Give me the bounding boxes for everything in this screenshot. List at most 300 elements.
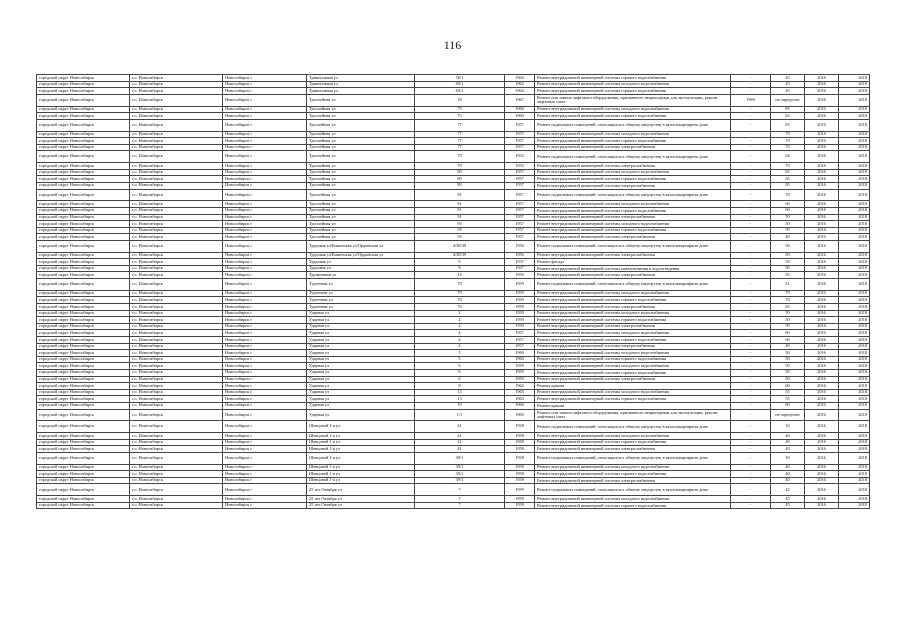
end-year-cell: 2018	[839, 144, 870, 151]
locality-cell: Новосибирск г	[223, 439, 307, 446]
start-year-cell: 2016	[805, 265, 839, 272]
settlement-cell: г.о. Новосибирск	[130, 409, 223, 421]
year-built-cell: 1958	[505, 446, 535, 453]
start-year-cell: 2016	[805, 227, 839, 234]
locality-cell: Новосибирск г	[223, 452, 307, 464]
lift-year-cell: -	[731, 106, 771, 113]
locality-cell: Новосибирск г	[223, 310, 307, 317]
wear-percent-cell: 60	[771, 337, 805, 344]
locality-cell: Новосибирск г	[223, 290, 307, 297]
wear-percent-cell: 50	[771, 323, 805, 330]
settlement-cell: г.о. Новосибирск	[130, 151, 223, 163]
street-cell: Ударная ул	[307, 343, 415, 350]
year-built-cell: 1959	[505, 484, 535, 496]
end-year-cell: 2018	[839, 259, 870, 266]
municipality-cell: городской округ Новосибирск	[37, 376, 130, 383]
end-year-cell: 2018	[839, 439, 870, 446]
table-row	[37, 464, 870, 471]
locality-cell: Новосибирск г	[223, 182, 307, 189]
work-type-cell: Ремонт внутридомовой инженерной системы холодного водоснабжения	[535, 201, 731, 208]
year-built-cell: 1958	[505, 477, 535, 484]
lift-year-cell: -	[731, 176, 771, 183]
year-built-cell: 1959	[505, 304, 535, 311]
street-cell: Трикотажная ул	[307, 75, 415, 82]
municipality-cell: городской округ Новосибирск	[37, 265, 130, 272]
wear-percent-cell: 40	[771, 464, 805, 471]
year-built-cell: 1959	[505, 363, 535, 370]
end-year-cell: 2018	[839, 323, 870, 330]
street-cell: Троллейная ул	[307, 201, 415, 208]
year-built-cell: 1967	[505, 94, 535, 106]
year-built-cell: 1963	[505, 396, 535, 403]
table-row	[37, 252, 870, 259]
municipality-cell: городской округ Новосибирск	[37, 131, 130, 138]
start-year-cell: 2016	[805, 304, 839, 311]
house-number-cell: 89	[415, 176, 505, 183]
settlement-cell: г.о. Новосибирск	[130, 317, 223, 324]
year-built-cell: 1958	[505, 439, 535, 446]
work-type-cell: Ремонт или замена лифтового оборудования, признанного непригодным для эксплуатации, ремонт лифтовых шахт	[535, 94, 731, 106]
wear-percent-cell: 50	[771, 356, 805, 363]
settlement-cell: г.о. Новосибирск	[130, 337, 223, 344]
house-number-cell: 77	[415, 144, 505, 151]
work-type-cell: Ремонт внутридомовой инженерной системы холодного водоснабжения	[535, 350, 731, 357]
wear-percent-cell: 65	[771, 182, 805, 189]
wear-percent-cell: 42	[771, 484, 805, 496]
lift-year-cell: -	[731, 138, 771, 145]
work-type-cell: Ремонт или замена лифтового оборудования, признанного непригодным для эксплуатации, ремонт лифтовых шахт	[535, 409, 731, 421]
table-row	[37, 350, 870, 357]
lift-year-cell: -	[731, 75, 771, 82]
end-year-cell: 2018	[839, 227, 870, 234]
locality-cell: Новосибирск г	[223, 376, 307, 383]
lift-year-cell: -	[731, 402, 771, 409]
municipality-cell: городской округ Новосибирск	[37, 151, 130, 163]
year-built-cell: 1962	[505, 88, 535, 95]
settlement-cell: г.о. Новосибирск	[130, 376, 223, 383]
year-built-cell: 1959	[505, 496, 535, 503]
lift-year-cell: -	[731, 389, 771, 396]
table-row	[37, 201, 870, 208]
table-row	[37, 446, 870, 453]
street-cell: Шевцовой 1-я ул	[307, 464, 415, 471]
street-cell: Ударная ул	[307, 369, 415, 376]
start-year-cell: 2016	[805, 396, 839, 403]
street-cell: Троллейная ул	[307, 94, 415, 106]
end-year-cell: 2018	[839, 496, 870, 503]
wear-percent-cell: 50	[771, 310, 805, 317]
work-type-cell: Ремонт внутридомовой инженерной системы горячего водоснабжения	[535, 138, 731, 145]
settlement-cell: г.о. Новосибирск	[130, 297, 223, 304]
work-type-cell: Ремонт фасада	[535, 259, 731, 266]
lift-year-cell: -	[731, 304, 771, 311]
locality-cell: Новосибирск г	[223, 337, 307, 344]
end-year-cell: 2018	[839, 471, 870, 478]
wear-percent-cell: 50	[771, 376, 805, 383]
year-built-cell: 1937	[505, 259, 535, 266]
table-row	[37, 131, 870, 138]
table-row	[37, 221, 870, 228]
start-year-cell: 2016	[805, 182, 839, 189]
start-year-cell: 2016	[805, 330, 839, 337]
year-built-cell: 1959	[505, 502, 535, 509]
house-number-cell: 5	[415, 356, 505, 363]
year-built-cell: 1956	[505, 252, 535, 259]
settlement-cell: г.о. Новосибирск	[130, 131, 223, 138]
municipality-cell: городской округ Новосибирск	[37, 452, 130, 464]
settlement-cell: г.о. Новосибирск	[130, 369, 223, 376]
end-year-cell: 2018	[839, 356, 870, 363]
house-number-cell: 93	[415, 234, 505, 241]
house-number-cell: 70	[415, 297, 505, 304]
street-cell: Ударная ул	[307, 409, 415, 421]
work-type-cell: Ремонт внутридомовой инженерной системы холодного водоснабжения	[535, 290, 731, 297]
end-year-cell: 2018	[839, 75, 870, 82]
start-year-cell: 2016	[805, 402, 839, 409]
end-year-cell: 2018	[839, 189, 870, 201]
municipality-cell: городской округ Новосибирск	[37, 279, 130, 291]
street-cell: Ударная ул	[307, 383, 415, 390]
locality-cell: Новосибирск г	[223, 88, 307, 95]
year-built-cell: 1960	[505, 356, 535, 363]
street-cell: Троллейная ул	[307, 227, 415, 234]
wear-percent-cell: 50	[771, 350, 805, 357]
lift-year-cell: -	[731, 484, 771, 496]
table-row	[37, 452, 870, 464]
table-row	[37, 484, 870, 496]
house-number-cell: 41	[415, 439, 505, 446]
end-year-cell: 2018	[839, 119, 870, 131]
settlement-cell: г.о. Новосибирск	[130, 252, 223, 259]
municipality-cell: городской округ Новосибирск	[37, 189, 130, 201]
year-built-cell: 1958	[505, 452, 535, 464]
end-year-cell: 2018	[839, 138, 870, 145]
locality-cell: Новосибирск г	[223, 389, 307, 396]
settlement-cell: г.о. Новосибирск	[130, 207, 223, 214]
house-number-cell: 93	[415, 227, 505, 234]
street-cell: Тружеников ул	[307, 272, 415, 279]
lift-year-cell: -	[731, 343, 771, 350]
lift-year-cell: -	[731, 350, 771, 357]
table-row	[37, 343, 870, 350]
locality-cell: Новосибирск г	[223, 227, 307, 234]
street-cell: Ударная ул	[307, 317, 415, 324]
work-type-cell: Ремонт внутридомовой инженерной системы электроснабжения	[535, 234, 731, 241]
end-year-cell: 2018	[839, 464, 870, 471]
house-number-cell: 2	[415, 310, 505, 317]
start-year-cell: 2016	[805, 201, 839, 208]
table-row	[37, 376, 870, 383]
street-cell: Ударная ул	[307, 356, 415, 363]
locality-cell: Новосибирск г	[223, 330, 307, 337]
settlement-cell: г.о. Новосибирск	[130, 138, 223, 145]
municipality-cell: городской округ Новосибирск	[37, 272, 130, 279]
work-type-cell: Ремонт внутридомовой инженерной системы холодного водоснабжения	[535, 106, 731, 113]
street-cell: Трудовая ул/Каменская ул/Ордынская ул	[307, 240, 415, 252]
start-year-cell: 2016	[805, 376, 839, 383]
lift-year-cell: -	[731, 337, 771, 344]
locality-cell: Новосибирск г	[223, 106, 307, 113]
year-built-cell: 1959	[505, 310, 535, 317]
settlement-cell: г.о. Новосибирск	[130, 106, 223, 113]
locality-cell: Новосибирск г	[223, 484, 307, 496]
table-row	[37, 138, 870, 145]
end-year-cell: 2018	[839, 113, 870, 120]
year-built-cell: 1957	[505, 343, 535, 350]
settlement-cell: г.о. Новосибирск	[130, 290, 223, 297]
settlement-cell: г.о. Новосибирск	[130, 363, 223, 370]
house-number-cell: 60/1	[415, 81, 505, 88]
lift-year-cell: -	[731, 272, 771, 279]
municipality-cell: городской округ Новосибирск	[37, 421, 130, 433]
end-year-cell: 2018	[839, 310, 870, 317]
year-built-cell: 1957	[505, 182, 535, 189]
year-built-cell: 1959	[505, 317, 535, 324]
locality-cell: Новосибирск г	[223, 279, 307, 291]
end-year-cell: 2018	[839, 402, 870, 409]
municipality-cell: городской округ Новосибирск	[37, 207, 130, 214]
table-row	[37, 88, 870, 95]
work-type-cell: Ремонт внутридомовой инженерной системы электроснабжения	[535, 182, 731, 189]
house-number-cell: 4	[415, 330, 505, 337]
table-row	[37, 477, 870, 484]
work-type-cell: Ремонт внутридомовой инженерной системы горячего водоснабжения	[535, 471, 731, 478]
table-row	[37, 337, 870, 344]
wear-percent-cell: 50	[771, 252, 805, 259]
house-number-cell: 77	[415, 131, 505, 138]
house-number-cell: 91	[415, 207, 505, 214]
lift-year-cell: -	[731, 163, 771, 170]
locality-cell: Новосибирск г	[223, 113, 307, 120]
wear-percent-cell: 50	[771, 214, 805, 221]
municipality-cell: городской округ Новосибирск	[37, 290, 130, 297]
locality-cell: Новосибирск г	[223, 252, 307, 259]
start-year-cell: 2016	[805, 383, 839, 390]
work-type-cell: Ремонт внутридомовой инженерной системы электроснабжения	[535, 163, 731, 170]
settlement-cell: г.о. Новосибирск	[130, 75, 223, 82]
start-year-cell: 2016	[805, 234, 839, 241]
lift-year-cell: -	[731, 323, 771, 330]
work-type-cell: Ремонт внутридомовой инженерной системы горячего водоснабжения	[535, 439, 731, 446]
end-year-cell: 2018	[839, 163, 870, 170]
start-year-cell: 2016	[805, 75, 839, 82]
start-year-cell: 2016	[805, 176, 839, 183]
start-year-cell: 2016	[805, 119, 839, 131]
year-built-cell: 1959	[505, 369, 535, 376]
start-year-cell: 2016	[805, 477, 839, 484]
wear-percent-cell: 50	[771, 227, 805, 234]
house-number-cell: 13	[415, 396, 505, 403]
lift-year-cell: -	[731, 477, 771, 484]
lift-year-cell: -	[731, 113, 771, 120]
end-year-cell: 2018	[839, 279, 870, 291]
street-cell: Ударная ул	[307, 376, 415, 383]
year-built-cell: 1962	[505, 81, 535, 88]
settlement-cell: г.о. Новосибирск	[130, 81, 223, 88]
wear-percent-cell: 70	[771, 131, 805, 138]
work-type-cell: Ремонт подвальных помещений, относящихся к общему имуществу в многоквартирном доме	[535, 279, 731, 291]
street-cell: Троллейная ул	[307, 106, 415, 113]
settlement-cell: г.о. Новосибирск	[130, 113, 223, 120]
table-row	[37, 207, 870, 214]
work-type-cell: Ремонт внутридомовой инженерной системы электроснабжения	[535, 343, 731, 350]
street-cell: Троллейная ул	[307, 151, 415, 163]
end-year-cell: 2018	[839, 396, 870, 403]
end-year-cell: 2018	[839, 433, 870, 440]
locality-cell: Новосибирск г	[223, 369, 307, 376]
street-cell: Ударная ул	[307, 402, 415, 409]
work-type-cell: Ремонт внутридомовой инженерной системы холодного водоснабжения	[535, 131, 731, 138]
house-number-cell: 9	[415, 259, 505, 266]
locality-cell: Новосибирск г	[223, 234, 307, 241]
work-type-cell: Ремонт внутридомовой инженерной системы холодного водоснабжения	[535, 464, 731, 471]
wear-percent-cell: 30	[771, 452, 805, 464]
lift-year-cell: -	[731, 452, 771, 464]
end-year-cell: 2018	[839, 376, 870, 383]
end-year-cell: 2018	[839, 131, 870, 138]
street-cell: 25 лет Октября ул	[307, 502, 415, 509]
municipality-cell: городской округ Новосибирск	[37, 75, 130, 82]
work-type-cell: Ремонт внутридомовой инженерной системы холодного водоснабжения	[535, 330, 731, 337]
street-cell: Троллейная ул	[307, 131, 415, 138]
table-row	[37, 265, 870, 272]
wear-percent-cell: 45	[771, 81, 805, 88]
end-year-cell: 2018	[839, 88, 870, 95]
settlement-cell: г.о. Новосибирск	[130, 279, 223, 291]
end-year-cell: 2018	[839, 252, 870, 259]
locality-cell: Новосибирск г	[223, 343, 307, 350]
street-cell: Троллейная ул	[307, 113, 415, 120]
work-type-cell: Ремонт внутридомовой инженерной системы электроснабжения	[535, 252, 731, 259]
municipality-cell: городской округ Новосибирск	[37, 383, 130, 390]
wear-percent-cell: 40	[771, 433, 805, 440]
year-built-cell: 1962	[505, 383, 535, 390]
settlement-cell: г.о. Новосибирск	[130, 201, 223, 208]
locality-cell: Новосибирск г	[223, 75, 307, 82]
work-type-cell: Ремонт внутридомовой инженерной системы электроснабжения	[535, 144, 731, 151]
street-cell: Тургенева ул	[307, 279, 415, 291]
locality-cell: Новосибирск г	[223, 421, 307, 433]
wear-percent-cell: 40	[771, 343, 805, 350]
year-built-cell: 1957	[505, 189, 535, 201]
table-row	[37, 113, 870, 120]
wear-percent-cell: 60	[771, 207, 805, 214]
settlement-cell: г.о. Новосибирск	[130, 240, 223, 252]
start-year-cell: 2016	[805, 252, 839, 259]
work-type-cell: Ремонт крыши	[535, 383, 731, 390]
end-year-cell: 2018	[839, 151, 870, 163]
start-year-cell: 2016	[805, 439, 839, 446]
year-built-cell: 1957	[505, 131, 535, 138]
work-type-cell: Ремонт внутридомовой инженерной системы горячего водоснабжения	[535, 356, 731, 363]
work-type-cell: Ремонт подвальных помещений, относящихся к общему имуществу в многоквартирном доме	[535, 189, 731, 201]
end-year-cell: 2018	[839, 272, 870, 279]
municipality-cell: городской округ Новосибирск	[37, 182, 130, 189]
municipality-cell: городской округ Новосибирск	[37, 252, 130, 259]
street-cell: Тургенева ул	[307, 297, 415, 304]
street-cell: Троллейная ул	[307, 138, 415, 145]
locality-cell: Новосибирск г	[223, 477, 307, 484]
table-row	[37, 389, 870, 396]
locality-cell: Новосибирск г	[223, 265, 307, 272]
locality-cell: Новосибирск г	[223, 221, 307, 228]
wear-percent-cell: 55	[771, 259, 805, 266]
end-year-cell: 2018	[839, 389, 870, 396]
table-row	[37, 227, 870, 234]
lift-year-cell: -	[731, 297, 771, 304]
table-row	[37, 81, 870, 88]
settlement-cell: г.о. Новосибирск	[130, 502, 223, 509]
street-cell: Ударная ул	[307, 396, 415, 403]
end-year-cell: 2018	[839, 330, 870, 337]
year-built-cell: 1957	[505, 207, 535, 214]
end-year-cell: 2018	[839, 214, 870, 221]
table-row	[37, 240, 870, 252]
house-number-cell: 7	[415, 484, 505, 496]
municipality-cell: городской округ Новосибирск	[37, 369, 130, 376]
street-cell: 25 лет Октября ул	[307, 496, 415, 503]
municipality-cell: городской округ Новосибирск	[37, 496, 130, 503]
work-type-cell: Ремонт внутридомовой инженерной системы электроснабжения	[535, 304, 731, 311]
street-cell: Троллейная ул	[307, 214, 415, 221]
street-cell: Трудовая ул/Каменская ул/Ордынская ул	[307, 252, 415, 259]
wear-percent-cell: 40	[771, 477, 805, 484]
work-type-cell: Ремонт внутридомовой инженерной системы горячего водоснабжения	[535, 337, 731, 344]
table-row	[37, 383, 870, 390]
lift-year-cell: -	[731, 421, 771, 433]
locality-cell: Новосибирск г	[223, 409, 307, 421]
street-cell: Шевцовой 1-я ул	[307, 477, 415, 484]
municipality-cell: городской округ Новосибирск	[37, 343, 130, 350]
table-row	[37, 369, 870, 376]
start-year-cell: 2016	[805, 323, 839, 330]
municipality-cell: городской округ Новосибирск	[37, 297, 130, 304]
house-number-cell: 70	[415, 304, 505, 311]
end-year-cell: 2018	[839, 446, 870, 453]
locality-cell: Новосибирск г	[223, 189, 307, 201]
start-year-cell: 2016	[805, 421, 839, 433]
lift-year-cell: -	[731, 234, 771, 241]
lift-year-cell: -	[731, 88, 771, 95]
year-built-cell: 1966	[505, 402, 535, 409]
start-year-cell: 2016	[805, 151, 839, 163]
year-built-cell: 1937	[505, 265, 535, 272]
end-year-cell: 2018	[839, 409, 870, 421]
start-year-cell: 2016	[805, 452, 839, 464]
wear-percent-cell: не определен	[771, 94, 805, 106]
end-year-cell: 2018	[839, 484, 870, 496]
table-row	[37, 151, 870, 163]
municipality-cell: городской округ Новосибирск	[37, 227, 130, 234]
work-type-cell: Ремонт крыши	[535, 402, 731, 409]
work-type-cell: Ремонт внутридомовой инженерной системы холодного водоснабжения	[535, 389, 731, 396]
street-cell: Шевцовой 1-я ул	[307, 433, 415, 440]
locality-cell: Новосибирск г	[223, 138, 307, 145]
house-number-cell: 7	[415, 502, 505, 509]
locality-cell: Новосибирск г	[223, 304, 307, 311]
street-cell: Троллейная ул	[307, 144, 415, 151]
end-year-cell: 2018	[839, 234, 870, 241]
municipality-cell: городской округ Новосибирск	[37, 337, 130, 344]
start-year-cell: 2016	[805, 310, 839, 317]
start-year-cell: 2016	[805, 88, 839, 95]
settlement-cell: г.о. Новосибирск	[130, 446, 223, 453]
street-cell: Троллейная ул	[307, 163, 415, 170]
locality-cell: Новосибирск г	[223, 207, 307, 214]
table-row	[37, 272, 870, 279]
wear-percent-cell: 65	[771, 119, 805, 131]
start-year-cell: 2016	[805, 214, 839, 221]
